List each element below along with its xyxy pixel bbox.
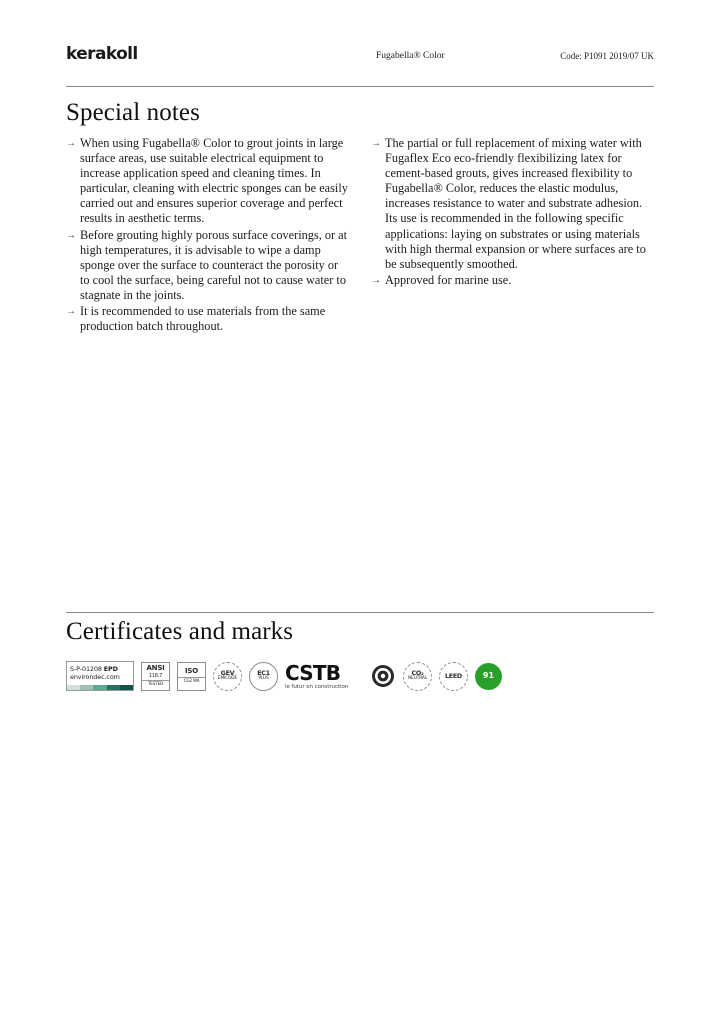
- note-text: Before grouting highly porous surface coverings, or at high temperatures, it is advisable to wipe a damp sponge over the surface to counteract the porosity or to cool the surface, being careful not to cause water to stagnate in the joints.: [80, 227, 348, 302]
- gear-icon: [370, 663, 396, 689]
- note-text: Approved for marine use.: [385, 272, 512, 287]
- special-notes-left-column: [66, 136, 349, 335]
- cstb-label: CSTB: [285, 660, 341, 685]
- arrow-icon: →: [371, 138, 381, 149]
- note-list-left: [66, 136, 349, 334]
- kerakoll-logo: kerakoll: [66, 44, 138, 64]
- list-item: [66, 228, 349, 303]
- epd-code: S-P-01208 EPD: [70, 664, 118, 673]
- certificates-title: Certificates and marks: [66, 618, 294, 645]
- iso-mark: [177, 662, 206, 691]
- ansi-mark: [141, 662, 170, 691]
- co2-label: CO₂: [411, 669, 424, 678]
- greenbuilding-rating-mark: [475, 663, 502, 690]
- list-item: [66, 136, 349, 227]
- leed-mark: [439, 662, 468, 691]
- epd-environdec-mark: [66, 661, 134, 691]
- gev-label: GEV: [220, 669, 235, 678]
- leed-label: LEED: [445, 671, 462, 680]
- ec1-label: EC1: [257, 669, 270, 678]
- arrow-icon: →: [371, 274, 381, 286]
- greenbuilding-score: 91: [482, 671, 495, 680]
- co2-neutral-mark: [403, 662, 432, 691]
- list-item: [66, 304, 349, 334]
- certificates-divider: [66, 612, 654, 613]
- cstb-tagline: le futur en construction: [285, 683, 349, 690]
- arrow-icon: →: [66, 229, 76, 241]
- page-header: [66, 44, 654, 70]
- cstb-mark: [285, 661, 363, 691]
- iso-class: CG2 WA: [178, 677, 205, 683]
- emicode-label: EMICODE: [217, 676, 238, 682]
- co2-neutral-label: NEUTRAL: [408, 676, 427, 682]
- ansi-note: TESTED: [142, 680, 169, 686]
- note-list-right: [371, 136, 654, 288]
- note-text: The partial or full replacement of mixing water with Fugaflex Eco eco-friendly flexibilizing latex for cement-based grouts, gives increased flexibility to Fugabella® Color, reduces the elastic modulus, increases resistance to water and substrate adhesion. Its use is recommended in the following specific applications: laying on substrates or using materials with high thermal expansion or where surfaces are to be subsequently smoothed.: [385, 136, 646, 271]
- ansi-label: ANSI: [146, 664, 165, 673]
- epd-site: environdec.com: [70, 673, 120, 681]
- note-text: When using Fugabella® Color to grout joints in large surface areas, use suitable electrical equipment to increase application speed and cleaning times. In particular, cleaning with electric sponges can be easily carried out and ensures superior coverage and perfect results in aesthetic terms.: [80, 136, 348, 226]
- epd-color-bars: [67, 685, 133, 690]
- ansi-standard: 118.7: [148, 672, 163, 679]
- gev-emicode-mark: [213, 662, 242, 691]
- header-divider: [66, 86, 654, 87]
- iso-label: ISO: [185, 667, 198, 676]
- arrow-icon: →: [66, 306, 76, 318]
- list-item: [371, 136, 654, 272]
- ec1-plus-mark: [249, 662, 278, 691]
- special-notes-title: Special notes: [66, 99, 200, 126]
- ec1-plus-label: PLUS: [258, 676, 269, 682]
- certificates-row: [66, 658, 654, 694]
- product-name: Fugabella® Color: [376, 51, 445, 61]
- document-code: Code: P1091 2019/07 UK: [560, 51, 654, 61]
- arrow-icon: →: [66, 138, 76, 149]
- note-text: It is recommended to use materials from the same production batch throughout.: [80, 304, 326, 334]
- list-item: [371, 273, 654, 288]
- special-notes-columns: [66, 136, 654, 335]
- special-notes-right-column: [371, 136, 654, 335]
